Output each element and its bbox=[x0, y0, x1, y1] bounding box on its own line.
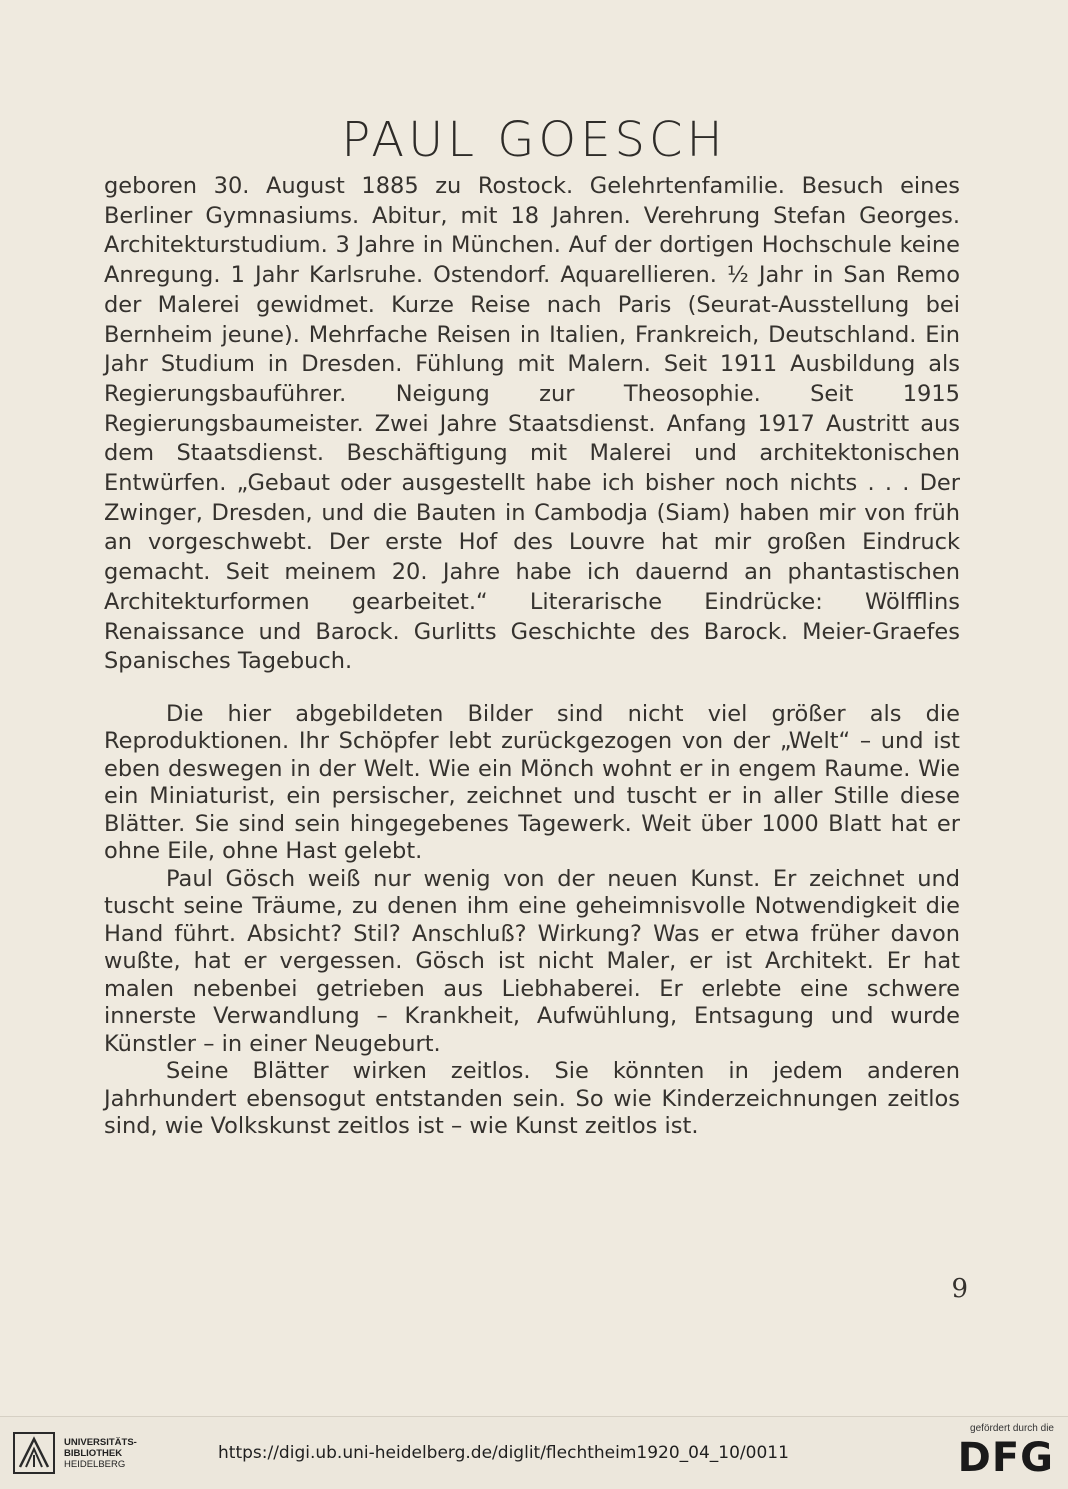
article-title: PAUL GOESCH bbox=[341, 112, 727, 168]
article-body bbox=[104, 172, 960, 1141]
paragraph-timeless: Seine Blätter wirken zeitlos. Sie könnten in jedem anderen Jahrhundert ebensogut entstanden sein. So wie Kinderzeichnungen zeitlos sind, wie Volkskunst zeitlos ist – wie Kunst zeitlos ist. bbox=[104, 1058, 960, 1140]
library-name-line3: HEIDELBERG bbox=[64, 1458, 126, 1470]
library-name-line2: BIBLIOTHEK bbox=[64, 1447, 123, 1459]
paragraph-reproductions: Die hier abgebildeten Bilder sind nicht viel größer als die Reproduktionen. Ihr Schöpfer lebt zurückgezogen von der „Welt“ – und ist eben deswegen in der Welt. Wie ein Mönch wohnt er in engem Raume. Wie ein Miniaturist, ein persischer, zeichnet und tuscht er in aller Stille diese Blätter. Sie sind sein hingegebenes Tagewerk. Weit über 1000 Blatt hat er ohne Eile, ohne Hast gelebt. bbox=[104, 700, 960, 865]
library-logo[interactable] bbox=[12, 1431, 137, 1475]
permalink-url[interactable]: https://digi.ub.uni-heidelberg.de/diglit/flechtheim1920_04_10/0011 bbox=[218, 1443, 789, 1463]
page-number: 9 bbox=[951, 1274, 968, 1304]
funding-caption: gefördert durch die bbox=[970, 1423, 1054, 1434]
funder-badge[interactable] bbox=[944, 1423, 1054, 1480]
paragraph-biography: geboren 30. August 1885 zu Rostock. Gelehrtenfamilie. Besuch eines Berliner Gymnasiums. Abitur, mit 18 Jahren. Verehrung Stefan Georges. Architekturstudium. 3 Jahre in München. Auf der dortigen Hochschule keine Anregung. 1 Jahr Karlsruhe. Ostendorf. Aquarellieren. ½ Jahr in San Remo der Malerei gewidmet. Kurze Reise nach Paris (Seurat-Ausstellung bei Bernheim jeune). Mehrfache Reisen in Italien, Frankreich, Deutschland. Ein Jahr Studium in Dresden. Fühlung mit Malern. Seit 1911 Ausbildung als Regierungsbauführer. Neigung zur Theosophie. Seit 1915 Regierungsbaumeister. Zwei Jahre Staatsdienst. Anfang 1917 Austritt aus dem Staatsdienst. Beschäftigung mit Malerei und architektonischen Entwürfen. „Gebaut oder ausgestellt habe ich bisher noch nichts . . . Der Zwinger, Dresden, und die Bauten in Cambodja (Siam) haben mir von früh an vorgeschwebt. Der erste Hof des Louvre hat mir großen Eindruck gemacht. Seit meinem 20. Jahre habe ich dauernd an phantastischen Architekturformen gearbeitet.“ Literarische Eindrücke: Wölfflins Renaissance und Barock. Gurlitts Geschichte des Barock. Meier-Graefes Spanisches Tagebuch. bbox=[104, 173, 960, 675]
viewer-footer bbox=[0, 1416, 1068, 1489]
dfg-logo: DFG bbox=[957, 1435, 1054, 1481]
paragraph-dreams: Paul Gösch weiß nur wenig von der neuen Kunst. Er zeichnet und tuscht seine Träume, zu denen ihm eine geheimnisvolle Notwendigkeit die Hand führt. Absicht? Stil? Anschluß? Wirkung? Was er etwa früher davon wußte, hat er vergessen. Gösch ist nicht Maler, er ist Architekt. Er hat malen nebenbei getrieben aus Liebhaberei. Er erlebte eine schwere innerste Verwandlung – Krankheit, Aufwühlung, Entsagung und wurde Künstler – in einer Neugeburt. bbox=[104, 865, 960, 1057]
library-seal-icon bbox=[12, 1431, 56, 1475]
library-name-line1: UNIVERSITÄTS- bbox=[64, 1436, 137, 1448]
library-name bbox=[64, 1437, 137, 1470]
